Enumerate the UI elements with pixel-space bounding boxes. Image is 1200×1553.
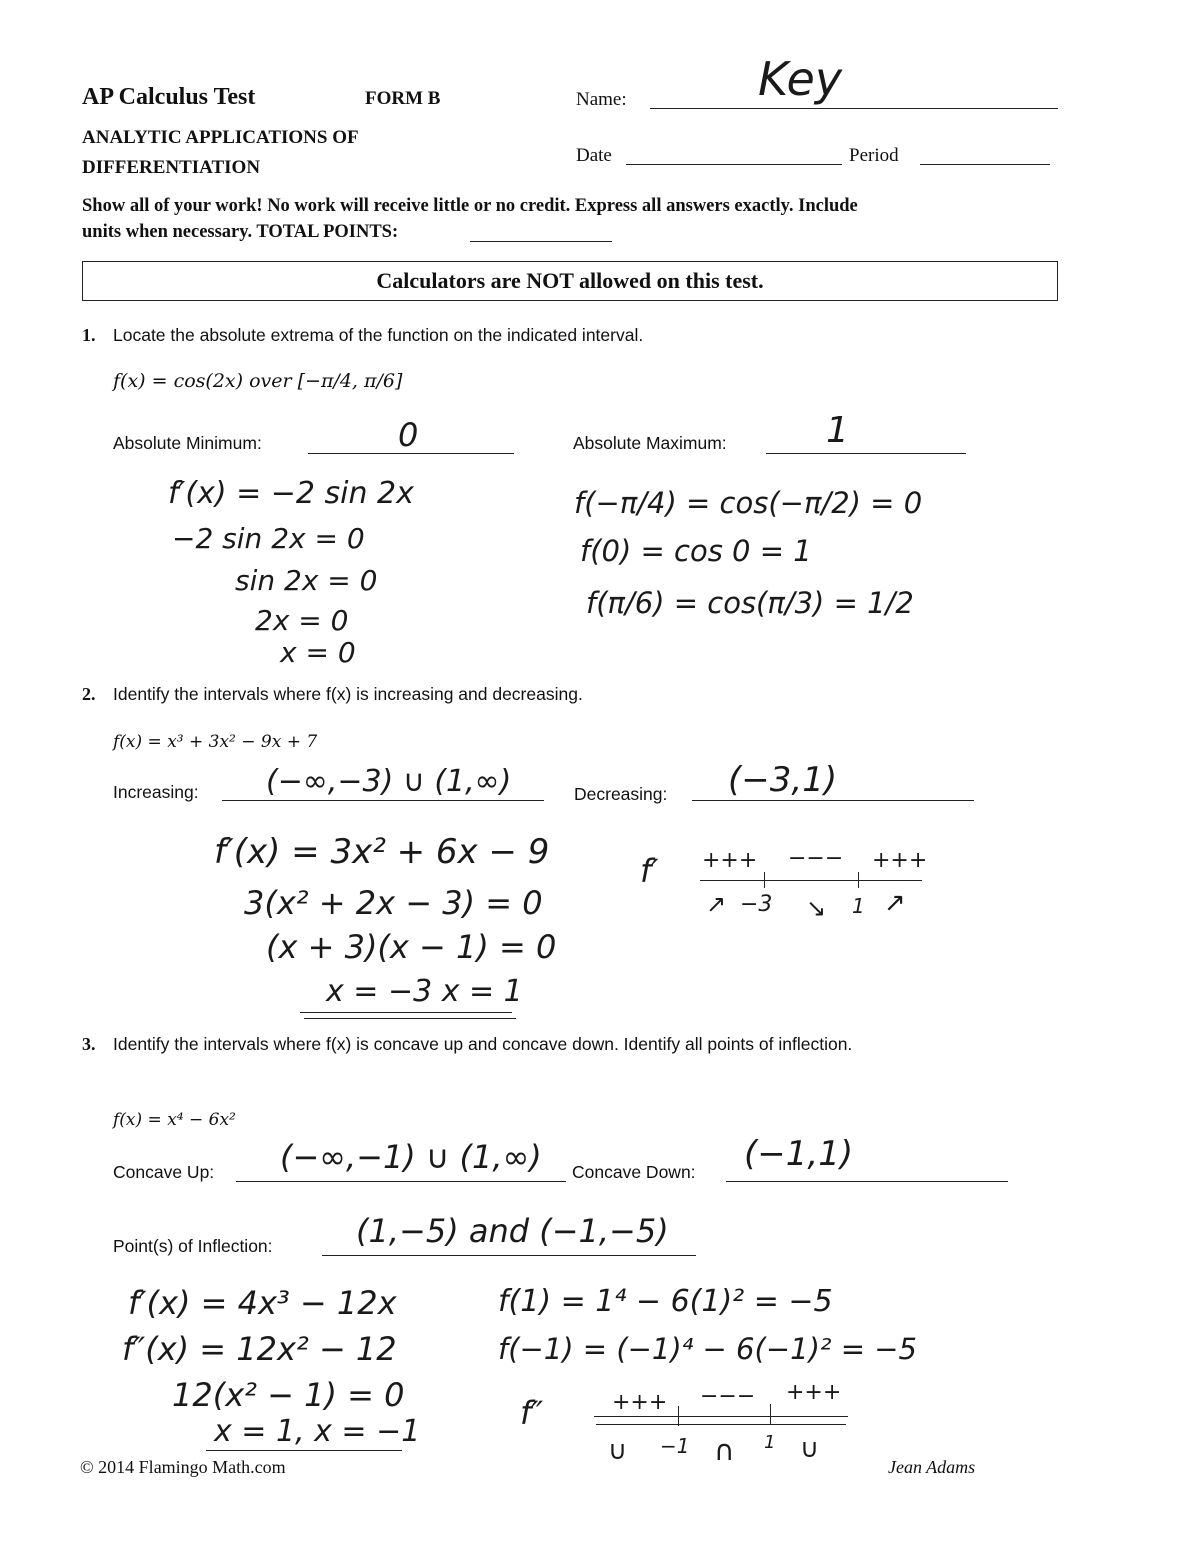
q1-work-right-2: f(0) = cos 0 = 1 [580, 534, 812, 568]
period-field-line[interactable] [920, 164, 1050, 165]
q2-work-1: f′(x) = 3x² + 6x − 9 [214, 832, 550, 872]
q2-chart-tick-2 [858, 872, 861, 888]
q3-chart-axis [594, 1416, 848, 1417]
instructions-line-1: Show all of your work! No work will receive little or no credit. Express all answers exactly. Include [82, 196, 858, 216]
q1-prompt: Locate the absolute extrema of the function on the indicated interval. [113, 325, 644, 345]
q3-chart-sign-3: +++ [786, 1380, 842, 1405]
q2-work-underline-2 [304, 1018, 516, 1019]
q2-chart-axis [700, 880, 922, 881]
q1-max-answer: 1 [826, 410, 849, 451]
q3-function: f(x) = x⁴ − 6x² [113, 1110, 236, 1130]
q3-number: 3. [82, 1034, 96, 1054]
date-field-line[interactable] [626, 164, 842, 165]
q2-dec-line[interactable] [692, 800, 974, 801]
q2-inc-label: Increasing: [113, 782, 199, 802]
q3-down-line[interactable] [726, 1181, 1008, 1182]
q3-up-line[interactable] [236, 1181, 566, 1182]
q2-inc-line[interactable] [222, 800, 544, 801]
q1-min-answer: 0 [398, 416, 419, 454]
q3-chart-tick-2 [770, 1404, 773, 1424]
q3-up-label: Concave Up: [113, 1162, 215, 1182]
q3-prompt: Identify the intervals where f(x) is concave up and concave down. Identify all points of inflection. [113, 1034, 853, 1054]
q3-work-left-4: x = 1, x = −1 [214, 1414, 421, 1449]
q2-chart-sign-2: −−− [788, 846, 844, 871]
q3-work-right-2: f(−1) = (−1)⁴ − 6(−1)² = −5 [498, 1332, 917, 1366]
q3-chart-mark-3: ∩ [714, 1434, 735, 1467]
q2-chart-mark-1: ↗ [706, 890, 727, 918]
total-points-line[interactable] [470, 241, 612, 242]
subtitle-line-1: ANALYTIC APPLICATIONS OF [82, 127, 359, 148]
q1-max-line[interactable] [766, 453, 966, 454]
q1-work-left-3: sin 2x = 0 [235, 564, 378, 597]
q1-work-right-1: f(−π/4) = cos(−π/2) = 0 [574, 486, 923, 520]
q3-poi-answer: (1,−5) and (−1,−5) [356, 1212, 669, 1250]
q3-work-left-1: f′(x) = 4x³ − 12x [128, 1284, 397, 1322]
q3-down-label: Concave Down: [572, 1162, 696, 1182]
q2-inc-answer: (−∞,−3) ∪ (1,∞) [266, 764, 512, 799]
q2-chart-mark-3: ↘ [806, 894, 827, 922]
notice-text: Calculators are NOT allowed on this test. [376, 268, 764, 293]
q2-chart-mark-5: ↗ [884, 888, 906, 918]
q2-chart-sign-3: +++ [872, 848, 928, 873]
q1-work-right-3: f(π/6) = cos(π/3) = 1/2 [586, 586, 914, 620]
form-label: FORM B [365, 88, 441, 109]
q1-work-left-5: x = 0 [280, 636, 356, 669]
subtitle-line-2: DIFFERENTIATION [82, 157, 261, 178]
q2-chart-sign-1: +++ [702, 848, 758, 873]
q3-chart-sign-2: −−− [700, 1384, 756, 1409]
q1-max-label: Absolute Maximum: [573, 433, 727, 453]
q3-chart-mark-2: −1 [660, 1434, 690, 1458]
q2-function: f(x) = x³ + 3x² − 9x + 7 [113, 732, 318, 752]
q3-chart-mark-4: 1 [764, 1432, 776, 1453]
q3-poi-line[interactable] [322, 1255, 696, 1256]
q3-down-answer: (−1,1) [744, 1134, 854, 1174]
q3-up-answer: (−∞,−1) ∪ (1,∞) [280, 1138, 542, 1176]
q2-work-3: (x + 3)(x − 1) = 0 [266, 928, 557, 966]
q3-work-left-2: f″(x) = 12x² − 12 [122, 1330, 397, 1368]
test-title: AP Calculus Test [82, 84, 256, 110]
q2-dec-label: Decreasing: [574, 784, 668, 804]
q3-chart-sign-1: +++ [612, 1390, 668, 1415]
q2-work-underline-1 [300, 1012, 512, 1013]
q3-chart-axis-2 [596, 1424, 846, 1425]
q2-chart-mark-4: 1 [852, 894, 865, 918]
q2-number: 2. [82, 684, 96, 704]
q1-work-left-1: f′(x) = −2 sin 2x [168, 476, 414, 511]
q3-work-underline [206, 1450, 402, 1451]
date-label: Date [576, 145, 612, 166]
q3-chart-label: f″ [520, 1394, 544, 1432]
name-value: Key [758, 52, 843, 106]
name-label: Name: [576, 89, 627, 110]
q2-chart-label: f′ [640, 852, 659, 890]
q3-work-left-3: 12(x² − 1) = 0 [172, 1376, 405, 1414]
q2-chart-mark-2: −3 [740, 892, 773, 917]
period-label: Period [849, 145, 899, 166]
footer-author: Jean Adams [888, 1457, 976, 1477]
q1-work-left-4: 2x = 0 [255, 604, 349, 637]
q3-work-right-1: f(1) = 1⁴ − 6(1)² = −5 [498, 1284, 833, 1319]
q1-work-left-2: −2 sin 2x = 0 [172, 522, 365, 555]
instructions-line-2: units when necessary. TOTAL POINTS: [82, 222, 399, 242]
q2-dec-answer: (−3,1) [728, 760, 838, 800]
q2-prompt: Identify the intervals where f(x) is increasing and decreasing. [113, 684, 583, 704]
footer-copyright: © 2014 Flamingo Math.com [80, 1457, 286, 1477]
q1-function: f(x) = cos(2x) over [−π/4, π/6] [113, 370, 403, 392]
q3-chart-tick-1 [678, 1406, 681, 1426]
q2-work-2: 3(x² + 2x − 3) = 0 [244, 884, 543, 922]
name-field-line[interactable] [650, 108, 1058, 109]
q1-number: 1. [82, 325, 96, 345]
q2-chart-tick-1 [764, 872, 767, 888]
q1-min-label: Absolute Minimum: [113, 433, 262, 453]
q2-work-4: x = −3 x = 1 [326, 974, 523, 1009]
q3-chart-mark-1: ∪ [608, 1436, 628, 1466]
q3-poi-label: Point(s) of Inflection: [113, 1236, 273, 1256]
q3-chart-mark-5: ∪ [800, 1434, 820, 1464]
